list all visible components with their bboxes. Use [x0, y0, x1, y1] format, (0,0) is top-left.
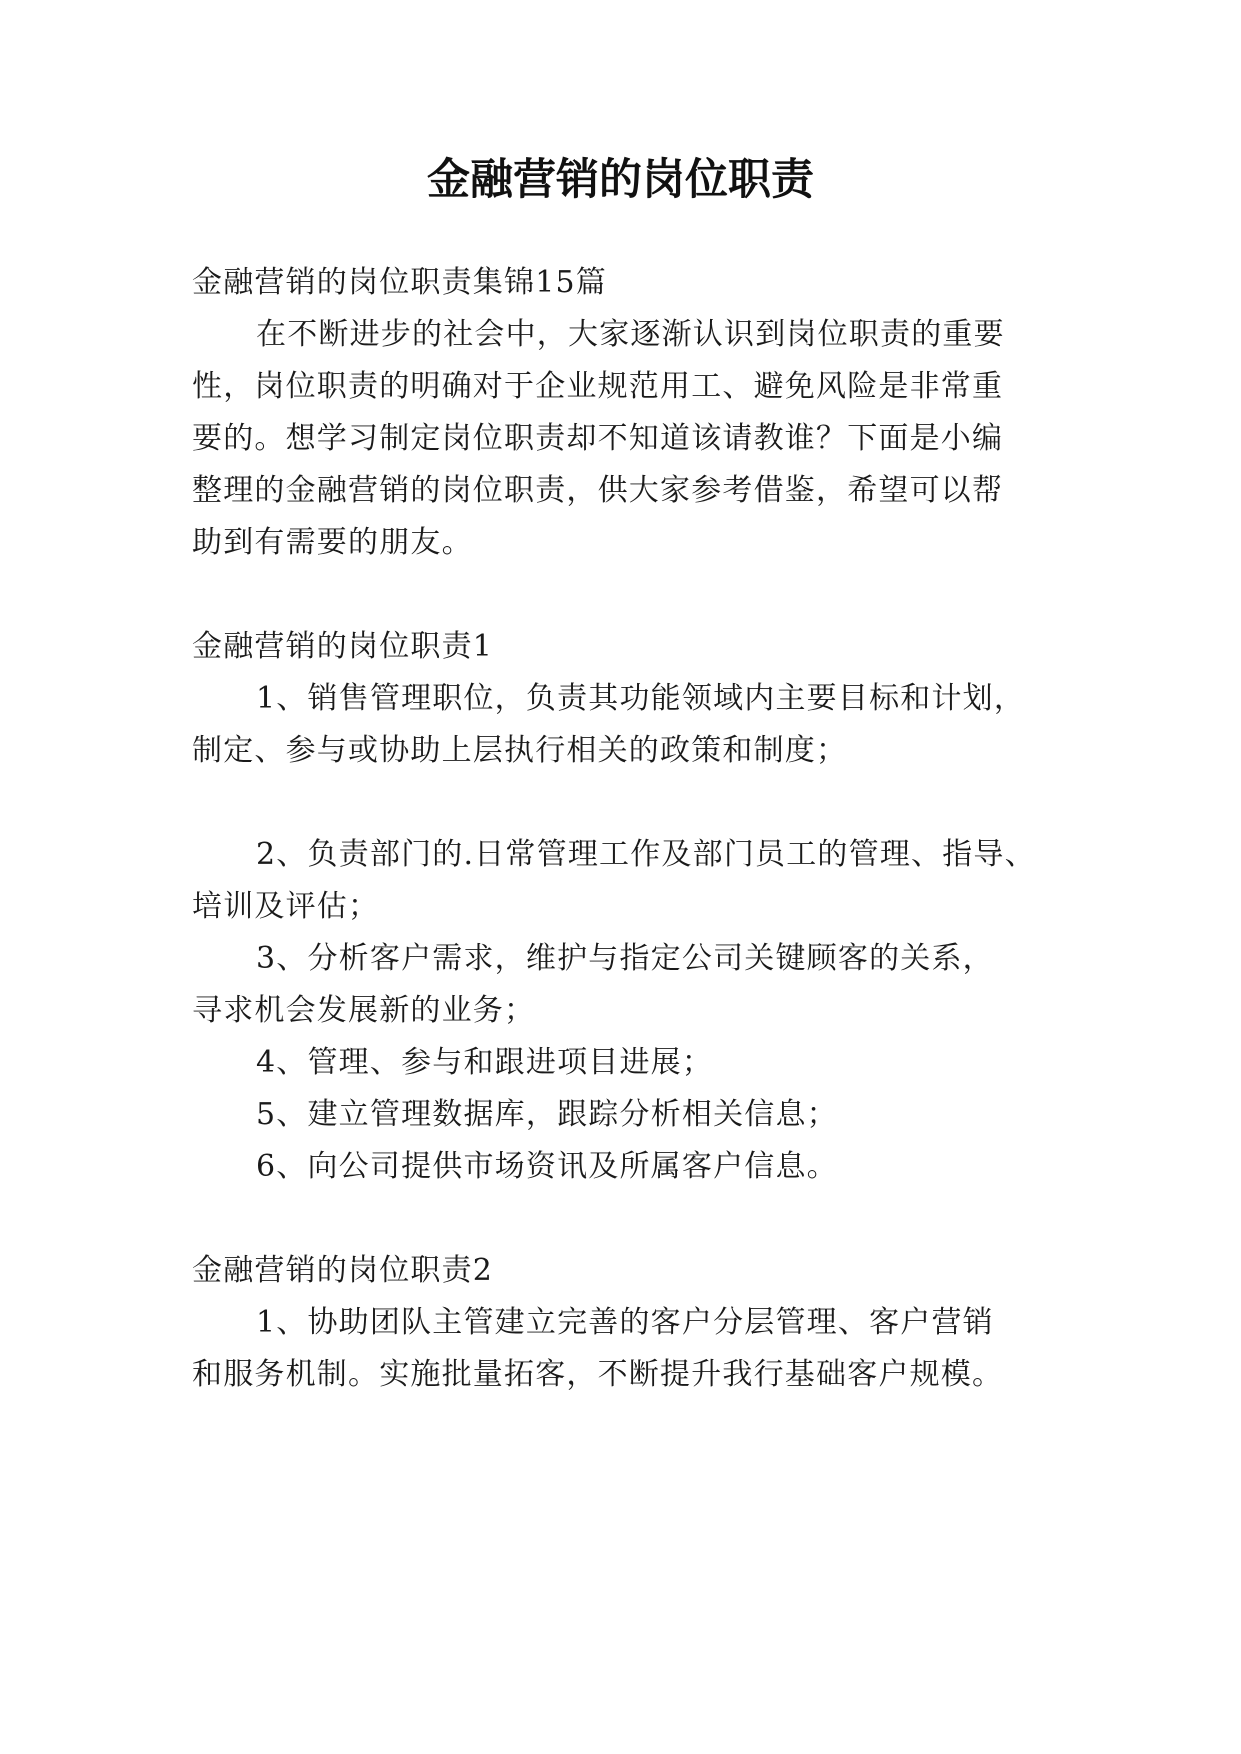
document-title: 金融营销的岗位职责	[427, 155, 814, 205]
section1-line: 寻求机会发展新的业务；	[192, 993, 536, 1028]
section1-line: 2、负责部门的.日常管理工作及部门员工的管理、指导、	[256, 837, 1036, 872]
intro-line: 要的。想学习制定岗位职责却不知道该请教谁？下面是小编	[192, 421, 1004, 456]
section2-line: 1、协助团队主管建立完善的客户分层管理、客户营销	[256, 1305, 994, 1340]
section1-line: 4、管理、参与和跟进项目进展；	[256, 1045, 714, 1080]
section1-line: 3、分析客户需求，维护与指定公司关键顾客的关系，	[256, 941, 994, 976]
intro-line: 整理的金融营销的岗位职责，供大家参考借鉴，希望可以帮	[192, 473, 1004, 508]
intro-line: 性，岗位职责的明确对于企业规范用工、避免风险是非常重	[192, 369, 1004, 404]
section1-line: 6、向公司提供市场资讯及所属客户信息。	[256, 1149, 838, 1184]
intro-line: 在不断进步的社会中，大家逐渐认识到岗位职责的重要	[256, 317, 1005, 352]
section1-line: 培训及评估；	[192, 889, 380, 924]
section1-line: 1、销售管理职位，负责其功能领域内主要目标和计划，	[256, 681, 1026, 716]
section2-line: 和服务机制。实施批量拓客，不断提升我行基础客户规模。	[192, 1357, 1004, 1392]
collection-subtitle: 金融营销的岗位职责集锦15篇	[192, 265, 607, 300]
section-heading-2: 金融营销的岗位职责2	[192, 1253, 494, 1288]
intro-line: 助到有需要的朋友。	[192, 525, 473, 560]
section1-line: 制定、参与或协助上层执行相关的政策和制度；	[192, 733, 848, 768]
section-heading-1: 金融营销的岗位职责1	[192, 629, 494, 664]
section1-line: 5、建立管理数据库，跟踪分析相关信息；	[256, 1097, 838, 1132]
